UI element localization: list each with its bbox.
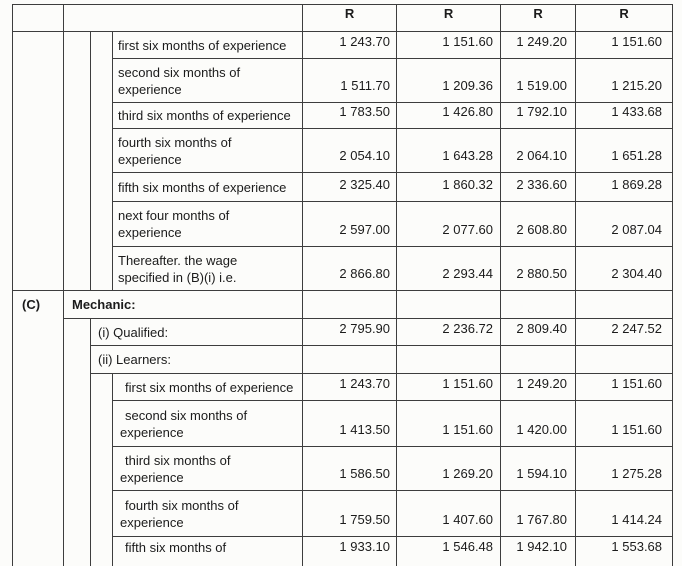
rate-value: 1 407.60 <box>397 491 501 537</box>
rate-value: 2 809.40 <box>501 319 576 346</box>
rate-value: 2 247.52 <box>576 319 673 346</box>
label-line: third six months of experience <box>118 108 291 123</box>
rate-value: 2 293.44 <box>397 247 501 291</box>
rate-value: 1 869.28 <box>576 173 673 202</box>
label-line: first six months of experience <box>125 379 294 395</box>
empty-rate-cell <box>576 291 673 319</box>
rate-value: 1 586.50 <box>303 447 397 491</box>
label-line: next four months of <box>118 208 230 223</box>
rate-value: 1 151.60 <box>576 401 673 447</box>
label-line: third six months of <box>125 452 231 468</box>
section-heading-row <box>13 291 673 319</box>
rate-value: 1 783.50 <box>303 103 397 129</box>
experience-period-label <box>113 129 303 173</box>
section-title: Mechanic: <box>64 291 303 319</box>
empty-rate-cell <box>397 346 501 374</box>
rate-value: 1 151.60 <box>397 374 501 401</box>
rate-value: 1 553.68 <box>576 537 673 566</box>
label-line: first six months of experience <box>118 37 287 53</box>
rate-value: 1 151.60 <box>397 32 501 59</box>
rate-value: 2 064.10 <box>501 129 576 173</box>
label-line: second six months of <box>125 407 248 423</box>
empty-rate-cell <box>501 291 576 319</box>
empty-rate-cell <box>303 291 397 319</box>
rate-value: 2 597.00 <box>303 202 397 247</box>
experience-period-label <box>113 447 303 491</box>
label-line: experience <box>118 81 182 97</box>
experience-period-label <box>113 173 303 202</box>
label-line: fifth six months of experience <box>118 179 287 195</box>
label-line: specified in (B)(i) i.e. <box>118 269 237 285</box>
rate-value: 1 767.80 <box>501 491 576 537</box>
rate-value: 2 866.80 <box>303 247 397 291</box>
rate-value: 2 236.72 <box>397 319 501 346</box>
rate-value: 1 151.60 <box>576 374 673 401</box>
rate-value: 1 942.10 <box>501 537 576 566</box>
rate-value: 1 243.70 <box>303 374 397 401</box>
empty-rate-cell <box>397 291 501 319</box>
label-line: experience <box>120 469 184 485</box>
currency-header-row <box>13 5 673 32</box>
rate-value: 1 209.36 <box>397 59 501 103</box>
rate-value: 1 413.50 <box>303 401 397 447</box>
currency-label: R <box>397 5 501 32</box>
experience-period-label <box>113 374 303 401</box>
rate-value: 2 304.40 <box>576 247 673 291</box>
blank-cell <box>91 374 113 566</box>
rate-value: 1 933.10 <box>303 537 397 566</box>
currency-label: R <box>501 5 576 32</box>
rate-value: 1 249.20 <box>501 32 576 59</box>
label-line: fourth six months of <box>118 134 232 150</box>
rate-value: 2 054.10 <box>303 129 397 173</box>
rate-value: 1 546.48 <box>397 537 501 566</box>
experience-period-label <box>113 247 303 291</box>
label-line: experience <box>118 151 182 167</box>
experience-period-label <box>113 32 303 59</box>
rate-value: 1 215.20 <box>576 59 673 103</box>
label-line: experience <box>120 424 184 440</box>
rate-value: 2 077.60 <box>397 202 501 247</box>
experience-period-label <box>113 103 303 129</box>
rate-value: 2 608.80 <box>501 202 576 247</box>
table-row <box>13 346 673 374</box>
rate-value: 1 860.32 <box>397 173 501 202</box>
label-line: experience <box>120 514 184 530</box>
rate-value: 1 269.20 <box>397 447 501 491</box>
rate-value: 1 511.70 <box>303 59 397 103</box>
label-line: Thereafter. the wage <box>118 252 238 268</box>
rate-value: 2 795.90 <box>303 319 397 346</box>
rate-value: 1 519.00 <box>501 59 576 103</box>
rate-value: 1 151.60 <box>397 401 501 447</box>
rate-value: 1 426.80 <box>397 103 501 129</box>
rate-value: 1 414.24 <box>576 491 673 537</box>
experience-period-label <box>113 401 303 447</box>
qualified-label: (i) Qualified: <box>91 319 303 346</box>
blank-cell <box>91 32 113 291</box>
rate-value: 1 243.70 <box>303 32 397 59</box>
table-row <box>13 319 673 346</box>
empty-rate-cell <box>501 346 576 374</box>
header-blank-cell <box>13 5 64 32</box>
rate-value: 2 880.50 <box>501 247 576 291</box>
experience-period-label <box>113 537 303 566</box>
table-row <box>13 374 673 401</box>
rate-value: 1 651.28 <box>576 129 673 173</box>
blank-cell <box>64 319 91 566</box>
rate-value: 1 420.00 <box>501 401 576 447</box>
rate-value: 1 643.28 <box>397 129 501 173</box>
label-line: experience <box>118 225 182 240</box>
rate-value: 1 759.50 <box>303 491 397 537</box>
currency-label: R <box>576 5 673 32</box>
rate-value: 1 151.60 <box>576 32 673 59</box>
empty-rate-cell <box>303 346 397 374</box>
empty-rate-cell <box>576 346 673 374</box>
section-code: (C) <box>13 291 64 566</box>
header-description-cell <box>64 5 303 32</box>
experience-period-label <box>113 491 303 537</box>
table-row <box>13 32 673 59</box>
label-line: fourth six months of <box>125 497 239 513</box>
rate-value: 1 792.10 <box>501 103 576 129</box>
rate-value: 2 336.60 <box>501 173 576 202</box>
label-line: second six months of <box>118 64 241 80</box>
experience-period-label <box>113 202 303 247</box>
label-line: fifth six months of <box>125 540 227 555</box>
rate-value: 2 325.40 <box>303 173 397 202</box>
blank-cell <box>13 32 64 291</box>
rate-value: 1 433.68 <box>576 103 673 129</box>
blank-cell <box>64 32 91 291</box>
rate-value: 1 275.28 <box>576 447 673 491</box>
learners-label: (ii) Learners: <box>91 346 303 374</box>
currency-label: R <box>303 5 397 32</box>
rate-value: 1 249.20 <box>501 374 576 401</box>
rate-value: 1 594.10 <box>501 447 576 491</box>
rate-value: 2 087.04 <box>576 202 673 247</box>
wage-rates-table <box>12 4 673 566</box>
experience-period-label <box>113 59 303 103</box>
